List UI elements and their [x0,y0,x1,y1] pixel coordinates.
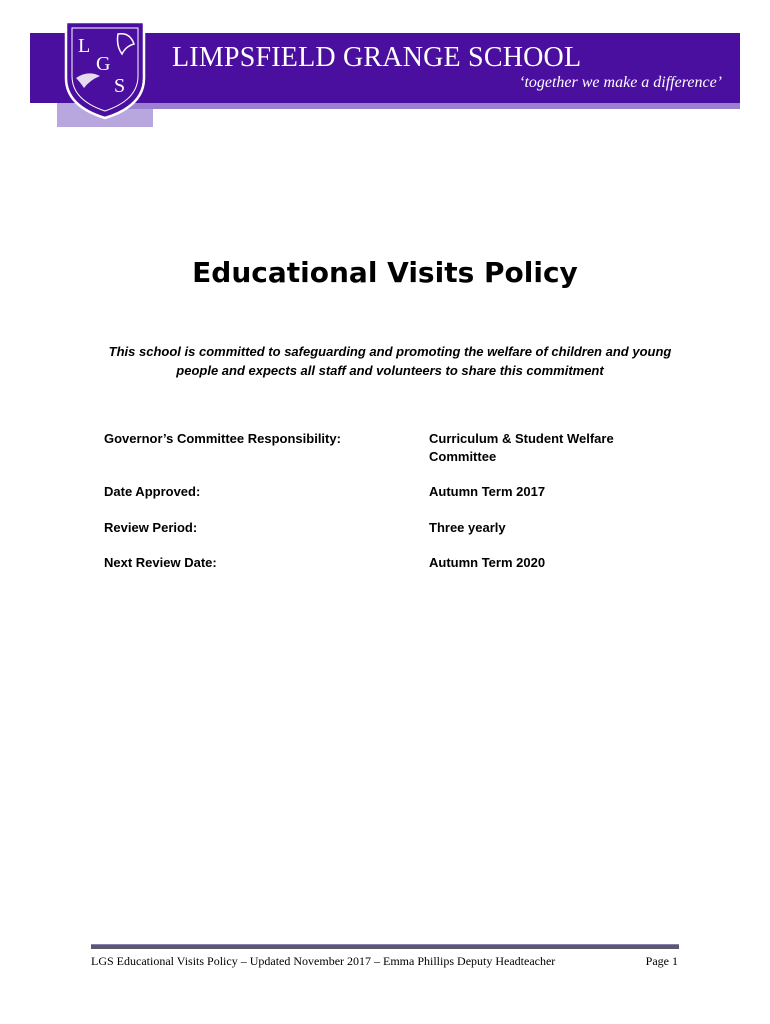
document-title: Educational Visits Policy [192,256,578,289]
school-crest-icon [60,18,150,122]
crest-letter-g: G [96,53,111,75]
safeguarding-statement: This school is committed to safeguarding and promoting the welfare of children and young people and expects all staff and volunteers to share this commitment [108,344,672,378]
info-label: Next Review Date: [104,555,217,570]
crest-letter-l: L [78,35,91,57]
crest-letter-s: S [114,75,126,97]
info-label: Review Period: [104,520,198,535]
info-label: Date Approved: [104,484,201,499]
school-motto: ‘together we make a difference’ [519,74,722,91]
page-number: Page 1 [645,954,678,968]
info-value: Autumn Term 2017 [429,484,546,499]
header-underline [118,103,740,109]
footer-divider [91,944,679,949]
school-name: LIMPSFIELD GRANGE SCHOOL [172,42,582,73]
footer-text: LGS Educational Visits Policy – Updated November 2017 – Emma Phillips Deputy Headteacher [91,954,556,968]
info-value: Autumn Term 2020 [429,555,546,570]
info-label: Governor’s Committee Responsibility: [104,431,341,446]
info-value: Three yearly [429,520,506,535]
info-value: Curriculum & Student Welfare Committee [429,431,614,464]
